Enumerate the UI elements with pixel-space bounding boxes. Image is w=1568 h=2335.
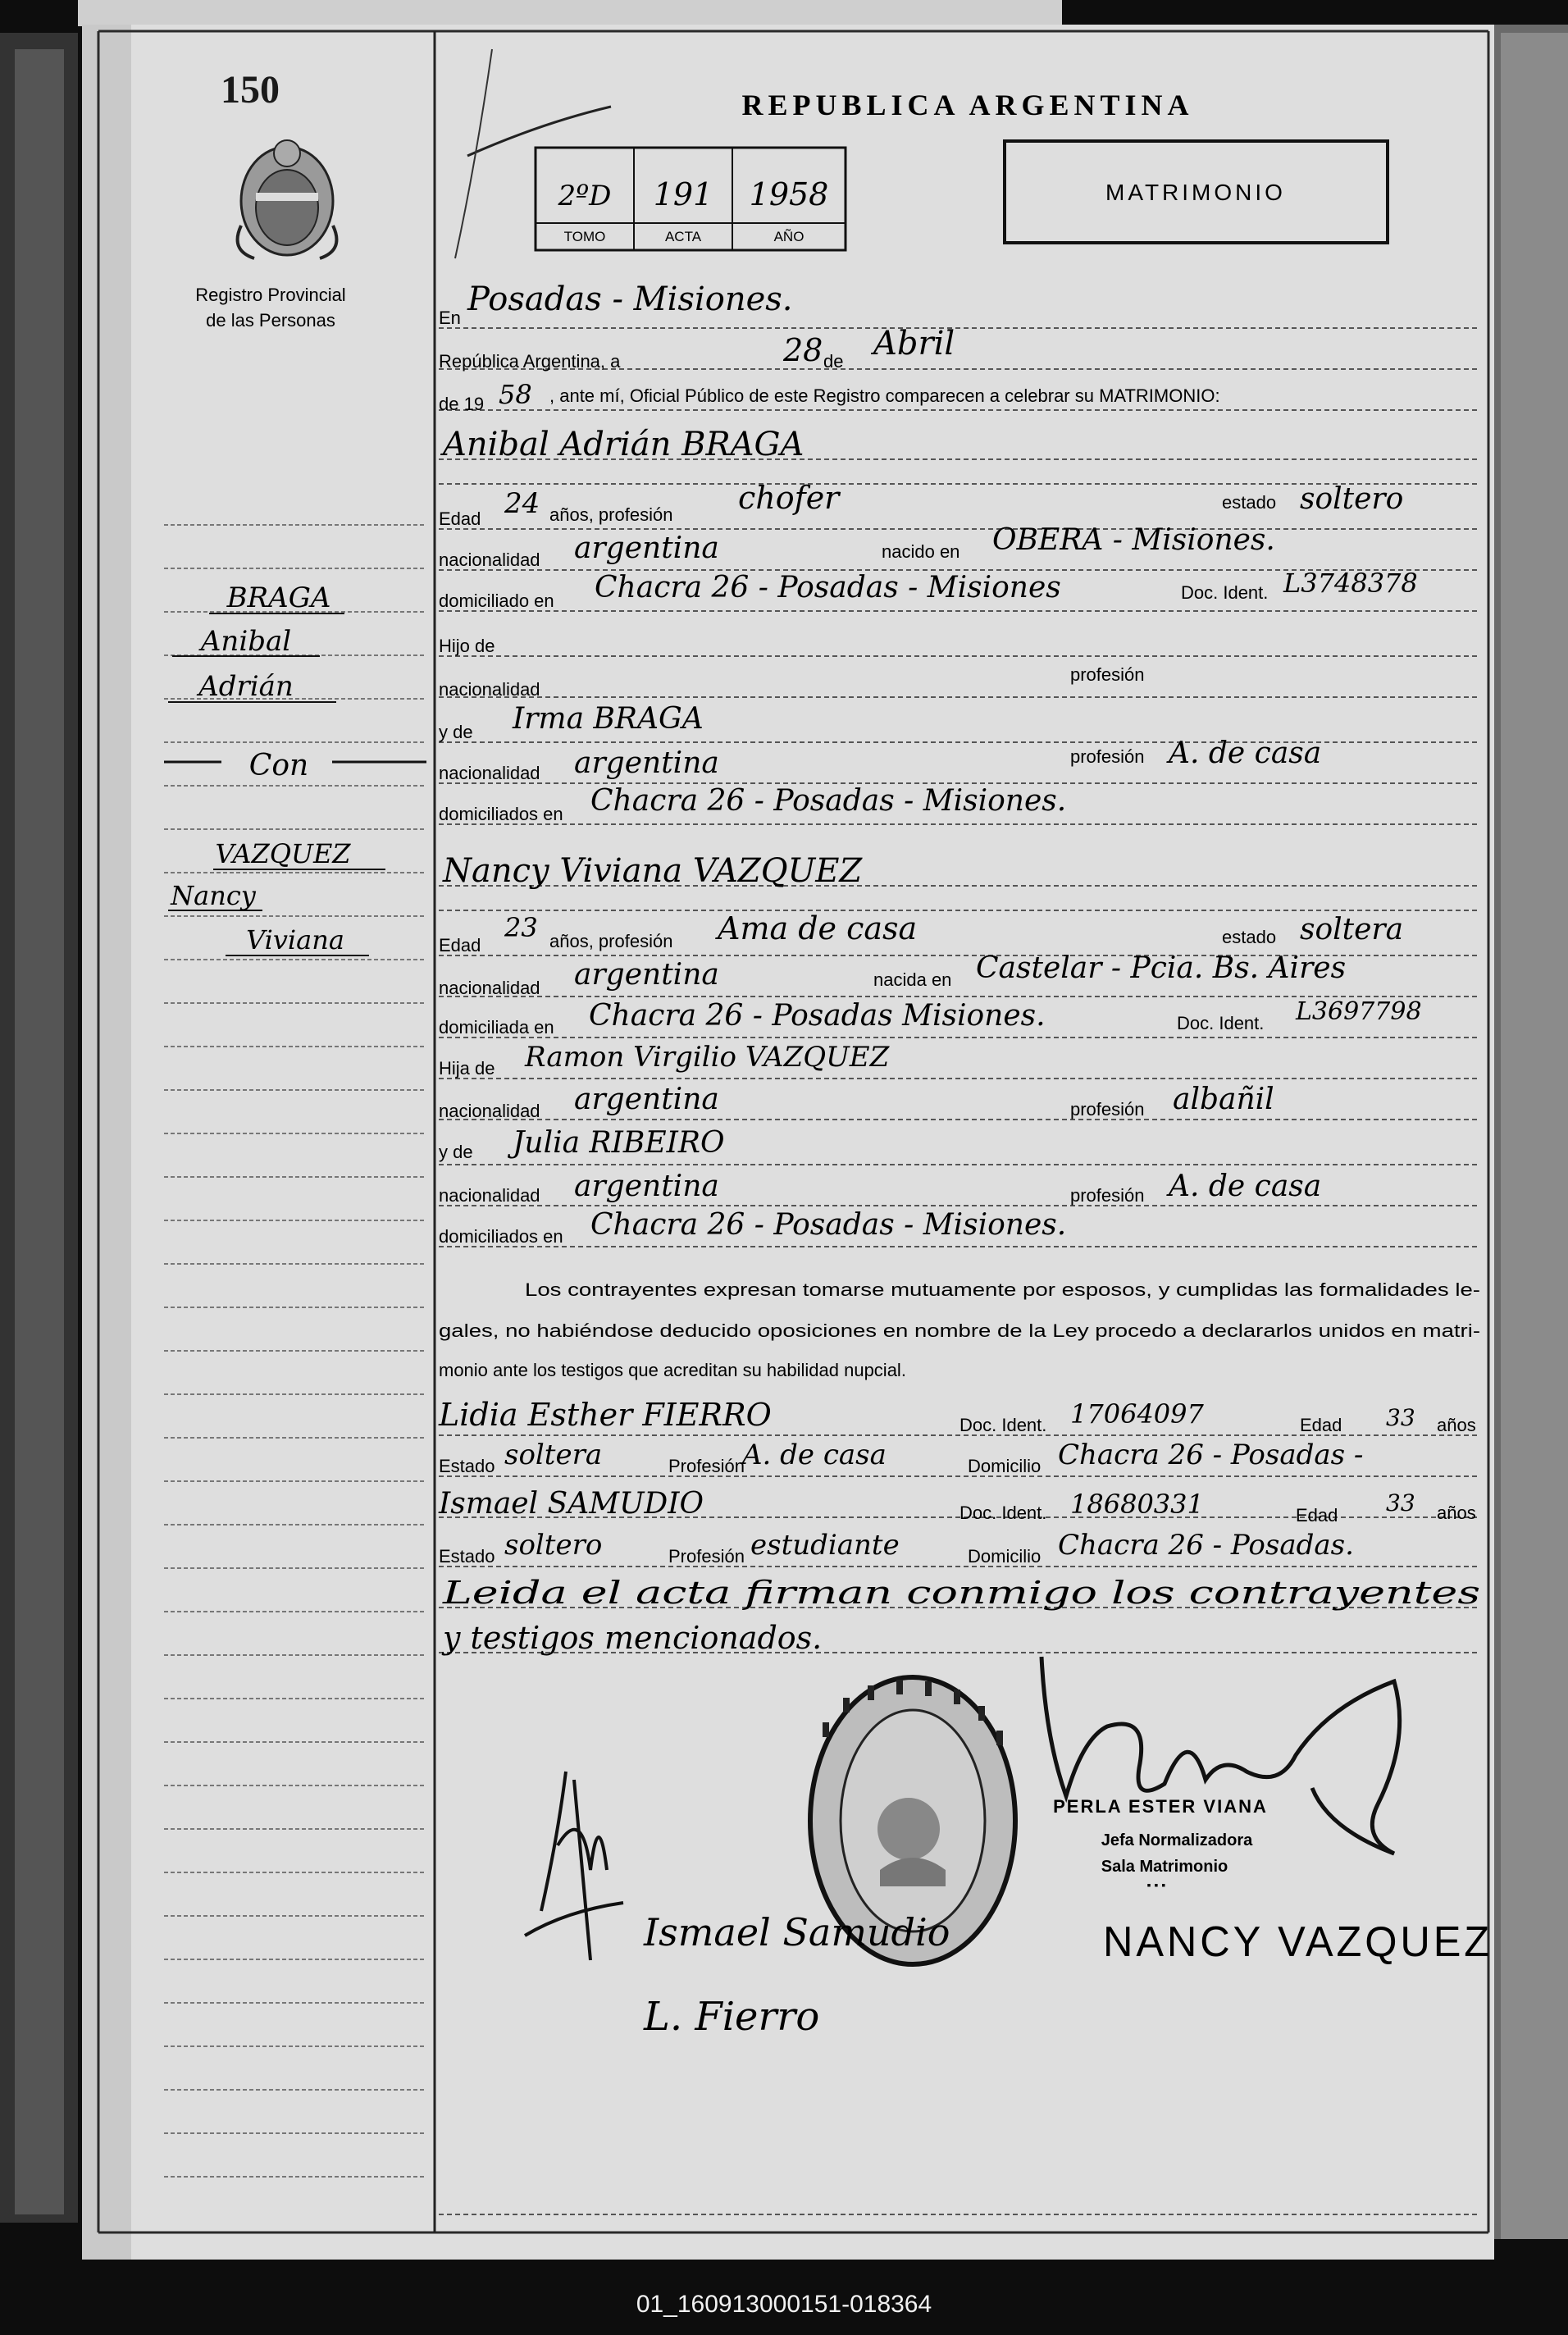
bride-nacionalidad: argentina — [574, 958, 719, 992]
groom-estado-label: estado — [1222, 492, 1277, 513]
margin-con: Con — [248, 749, 309, 782]
groom-domicilio-label: domiciliado en — [439, 591, 554, 611]
paragraph-line-1: Los contrayentes expresan tomarse mutuamente por esposos, y cumplidas las formalidades le- — [525, 1279, 1480, 1300]
declaration-text: , ante mí, Oficial Público de este Registro comparecen a celebrar su MATRIMONIO: — [549, 385, 1220, 406]
bride-printed-signature: NANCY VAZQUEZ — [1103, 1918, 1493, 1966]
groom-mother-prof: A. de casa — [1169, 737, 1322, 770]
witness1-profesion: A. de casa — [742, 1439, 887, 1471]
republica-label: República Argentina, a — [439, 351, 621, 372]
margin-given-name-2: Adrián — [198, 670, 294, 703]
witness1-edad-label: Edad — [1300, 1415, 1342, 1435]
witness1-doc: 17064097 — [1070, 1398, 1204, 1430]
groom-edad-label: Edad — [439, 509, 481, 529]
en-label: En — [439, 308, 461, 328]
place-value: Posadas - Misiones. — [467, 280, 793, 318]
witness2-doc: 18680331 — [1070, 1489, 1204, 1520]
margin-surname-2: VAZQUEZ — [215, 838, 351, 869]
page-number: 150 — [221, 68, 280, 112]
closing-line-1: Leida el acta firman conmigo los contrayentes — [441, 1575, 1480, 1611]
bride-father-nac-label: nacionalidad — [439, 1101, 540, 1121]
bride-estado-label: estado — [1222, 927, 1277, 947]
institution-line-2: de las Personas — [206, 310, 335, 331]
official-role-2: Sala Matrimonio — [1101, 1858, 1228, 1876]
svg-text:▪ ▪ ▪: ▪ ▪ ▪ — [1146, 1878, 1166, 1891]
image-id-caption: 01_160913000151-018364 — [636, 2291, 932, 2318]
groom-edad: 24 — [504, 487, 540, 520]
witness2-profesion-label: Profesión — [668, 1546, 745, 1567]
bride-name: Nancy Viviana VAZQUEZ — [443, 852, 863, 890]
paragraph-line-3: monio ante los testigos que acreditan su habilidad nupcial. — [439, 1360, 906, 1380]
bride-domicilio-label: domiciliada en — [439, 1017, 554, 1038]
witness1-edad: 33 — [1386, 1404, 1415, 1431]
bride-nacida: Castelar - Pcia. Bs. Aires — [976, 951, 1347, 985]
groom-hijo-label: Hijo de — [439, 636, 495, 656]
official-name: PERLA ESTER VIANA — [1053, 1796, 1268, 1817]
witness2-doc-label: Doc. Ident. — [959, 1503, 1047, 1523]
bride-nacida-label: nacida en — [873, 969, 952, 990]
witness1-name: Lidia Esther FIERRO — [439, 1397, 772, 1433]
groom-nacionalidad-label: nacionalidad — [439, 550, 540, 570]
witness-signature-2: L. Fierro — [644, 1994, 820, 2040]
bride-doc: L3697798 — [1296, 997, 1422, 1026]
witness1-profesion-label: Profesión — [668, 1456, 745, 1476]
groom-parents-dom: Chacra 26 - Posadas - Misiones. — [590, 784, 1067, 818]
witness2-name: Ismael SAMUDIO — [439, 1487, 704, 1521]
groom-doc: L3748378 — [1283, 568, 1418, 599]
bride-mother-prof-label: profesión — [1070, 1185, 1145, 1206]
groom-profesion-label: años, profesión — [549, 504, 673, 525]
groom-nacido-label: nacido en — [882, 541, 960, 562]
witness2-edad-label: Edad — [1296, 1505, 1338, 1526]
bride-father-prof: albañil — [1173, 1083, 1274, 1116]
margin-surname: BRAGA — [226, 581, 331, 614]
bride-father-prof-label: profesión — [1070, 1099, 1145, 1120]
day-value: 28 — [783, 332, 823, 368]
witness1-domicilio-label: Domicilio — [968, 1456, 1042, 1476]
bride-profesion-label: años, profesión — [549, 931, 673, 951]
bride-edad-label: Edad — [439, 935, 481, 955]
year-value: 58 — [499, 379, 532, 410]
acta-value: 191 — [653, 176, 713, 212]
bride-father: Ramon Virgilio VAZQUEZ — [525, 1041, 890, 1074]
witness2-anos-label: años — [1437, 1503, 1476, 1523]
country-title: REPUBLICA ARGENTINA — [741, 89, 1194, 121]
witness2-domicilio: Chacra 26 - Posadas. — [1058, 1529, 1354, 1562]
witness2-profesion: estudiante — [750, 1529, 900, 1562]
margin-given-name-4: Viviana — [246, 924, 344, 955]
month-value: Abril — [873, 325, 955, 363]
groom-mother-nac: argentina — [574, 746, 719, 780]
groom-father-nac-label: nacionalidad — [439, 679, 540, 700]
witness-signature-1: Ismael Samudio — [644, 1910, 950, 1954]
bride-mother-prof: A. de casa — [1169, 1170, 1322, 1203]
bride-parents-dom: Chacra 26 - Posadas - Misiones. — [590, 1208, 1067, 1242]
groom-nacionalidad: argentina — [574, 531, 719, 565]
tomo-value: 2ºD — [558, 180, 612, 212]
bride-yde-label: y de — [439, 1142, 473, 1162]
bride-edad: 23 — [504, 912, 538, 943]
bride-profesion: Ama de casa — [718, 910, 918, 946]
groom-doc-label: Doc. Ident. — [1181, 582, 1269, 603]
witness1-anos-label: años — [1437, 1415, 1476, 1435]
margin-given-name-1: Anibal — [200, 625, 292, 658]
ano-value: 1958 — [749, 176, 829, 212]
groom-estado: soltero — [1300, 482, 1404, 516]
groom-yde-label: y de — [439, 722, 473, 742]
acta-label: ACTA — [664, 229, 702, 244]
bride-estado: soltera — [1300, 913, 1404, 946]
year-label: de 19 — [439, 394, 485, 414]
witness1-domicilio: Chacra 26 - Posadas - — [1058, 1439, 1364, 1471]
bride-mother-nac-label: nacionalidad — [439, 1185, 540, 1206]
bride-nacionalidad-label: nacionalidad — [439, 978, 540, 998]
groom-profesion: chofer — [738, 480, 840, 516]
groom-name: Anibal Adrián BRAGA — [443, 426, 805, 463]
bride-domicilio: Chacra 26 - Posadas Misiones. — [589, 999, 1046, 1033]
ano-label: AÑO — [773, 229, 805, 244]
groom-parents-dom-label: domiciliados en — [439, 804, 563, 824]
witness2-estado-label: Estado — [439, 1546, 495, 1567]
witness2-estado: soltero — [504, 1529, 603, 1562]
bride-hija-label: Hija de — [439, 1058, 495, 1079]
groom-domicilio: Chacra 26 - Posadas - Misiones — [595, 571, 1061, 604]
bride-mother-nac: argentina — [574, 1170, 719, 1203]
groom-mother-prof-label: profesión — [1070, 746, 1145, 767]
closing-line-2: y testigos mencionados. — [443, 1620, 823, 1656]
witness1-doc-label: Doc. Ident. — [959, 1415, 1047, 1435]
paragraph-line-2: gales, no habiéndose deducido oposiciones en nombre de la Ley procedo a declararlos unidos en matri- — [439, 1320, 1480, 1341]
official-role-1: Jefa Normalizadora — [1101, 1831, 1253, 1849]
tomo-label: TOMO — [563, 229, 606, 244]
witness2-domicilio-label: Domicilio — [968, 1546, 1042, 1567]
institution-line-1: Registro Provincial — [195, 285, 346, 305]
witness1-estado-label: Estado — [439, 1456, 495, 1476]
groom-mother: Irma BRAGA — [513, 702, 704, 736]
witness2-edad: 33 — [1386, 1489, 1415, 1516]
groom-father-prof-label: profesión — [1070, 664, 1145, 685]
document-type-box: MATRIMONIO — [1105, 180, 1286, 205]
de-label: de — [823, 351, 844, 372]
bride-father-nac: argentina — [574, 1083, 719, 1116]
bride-doc-label: Doc. Ident. — [1177, 1013, 1265, 1033]
margin-given-name-3: Nancy — [171, 880, 256, 911]
witness1-estado: soltera — [504, 1439, 603, 1471]
bride-mother: Julia RIBEIRO — [513, 1126, 725, 1160]
bride-parents-dom-label: domiciliados en — [439, 1226, 563, 1247]
groom-nacido: OBERA - Misiones. — [992, 523, 1275, 557]
groom-mother-nac-label: nacionalidad — [439, 763, 540, 783]
